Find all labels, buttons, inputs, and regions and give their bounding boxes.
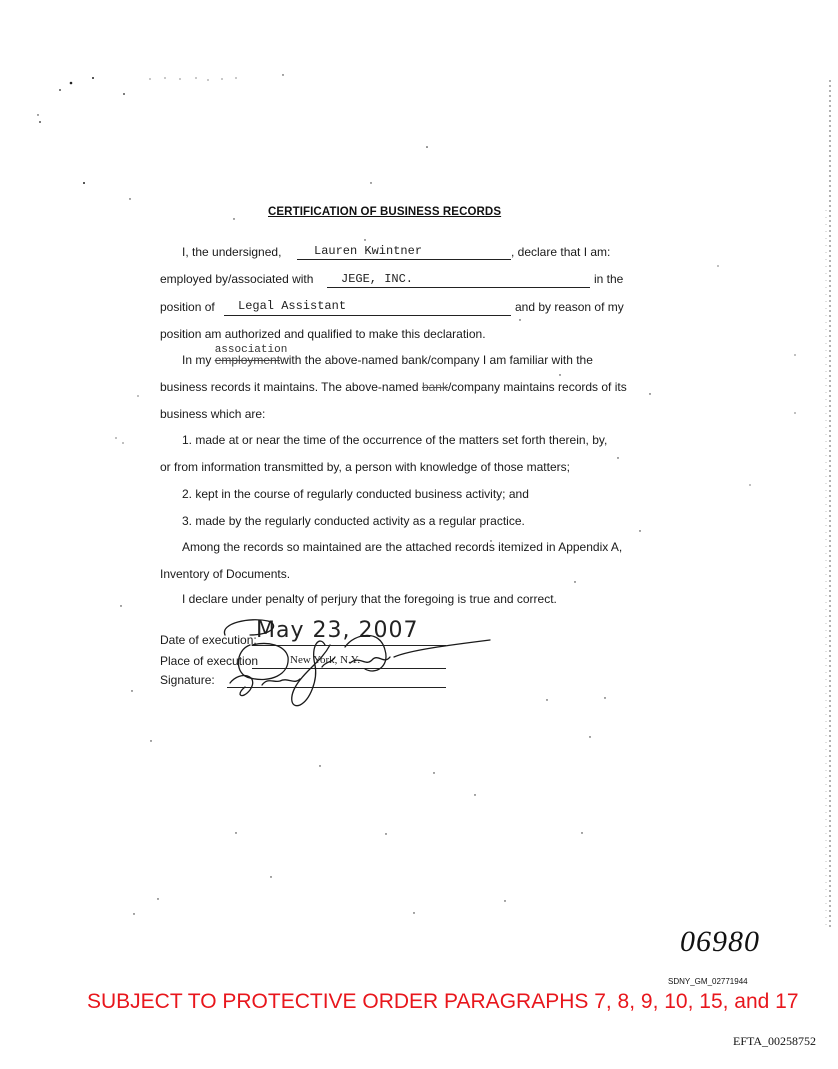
- employer-name-field: JEGE, INC.: [341, 272, 414, 286]
- struck-text: employment: [214, 353, 281, 367]
- penalty-declaration: I declare under penalty of perjury that the foregoing is true and correct.: [182, 592, 557, 606]
- declarant-underline: [297, 259, 511, 260]
- employer-suffix: in the: [594, 272, 624, 286]
- para2-line2b: /company maintains records of its: [447, 380, 627, 394]
- place-value: New York, N.Y.: [290, 654, 361, 666]
- declarant-prefix: I, the undersigned,: [182, 245, 282, 259]
- inserted-word-association: association: [214, 344, 288, 356]
- paragraph-2-line-3: business which are:: [160, 407, 266, 421]
- declarant-suffix: , declare that I am:: [511, 245, 611, 259]
- item-2: 2. kept in the course of regularly conducted business activity; and: [182, 487, 529, 501]
- para2-line2: business records it maintains. The above-named: [160, 380, 419, 394]
- employer-prefix: employed by/associated with: [160, 272, 314, 286]
- item-1-line-2: or from information transmitted by, a person with knowledge of those matters;: [160, 460, 570, 474]
- authorization-line: position am authorized and qualified to make this declaration.: [160, 327, 486, 341]
- place-label: Place of execution: [160, 654, 259, 668]
- efta-identifier: EFTA_00258752: [733, 1034, 817, 1048]
- struck-word-bank: bank: [421, 380, 448, 394]
- paragraph-2-line-1: [182, 344, 593, 367]
- document-title: CERTIFICATION OF BUSINESS RECORDS: [268, 206, 502, 218]
- item-1-line-1: 1. made at or near the time of the occurrence of the matters set forth therein, by,: [182, 433, 608, 447]
- declarant-line: [182, 245, 281, 259]
- declarant-name-field: Lauren Kwintner: [314, 244, 423, 258]
- signature-label: Signature:: [160, 673, 215, 687]
- handwritten-page-number: 06980: [680, 925, 760, 958]
- among-line-1: Among the records so maintained are the attached records itemized in Appendix A,: [182, 540, 623, 554]
- para2-rest: with the above-named bank/company I am familiar with the: [280, 353, 593, 367]
- para2-start: In my: [182, 353, 212, 367]
- position-suffix: and by reason of my: [515, 300, 624, 314]
- item-3: 3. made by the regularly conducted activity as a regular practice.: [182, 514, 525, 528]
- protective-order-notice: SUBJECT TO PROTECTIVE ORDER PARAGRAPHS 7, 8, 9, 10, 15, and 17: [87, 990, 799, 1013]
- date-value-handwritten: May 23, 2007: [256, 618, 419, 643]
- employer-underline: [327, 287, 590, 288]
- handwritten-signature: [150, 605, 550, 715]
- position-prefix: position of: [160, 300, 215, 314]
- struck-word-employment: [214, 344, 288, 367]
- position-underline: [224, 315, 511, 316]
- bates-number: SDNY_GM_02771944: [668, 977, 748, 986]
- paragraph-2-line-2: [160, 380, 627, 394]
- among-line-2: Inventory of Documents.: [160, 567, 291, 581]
- position-name-field: Legal Assistant: [238, 299, 347, 313]
- date-label: Date of execution:: [160, 633, 257, 647]
